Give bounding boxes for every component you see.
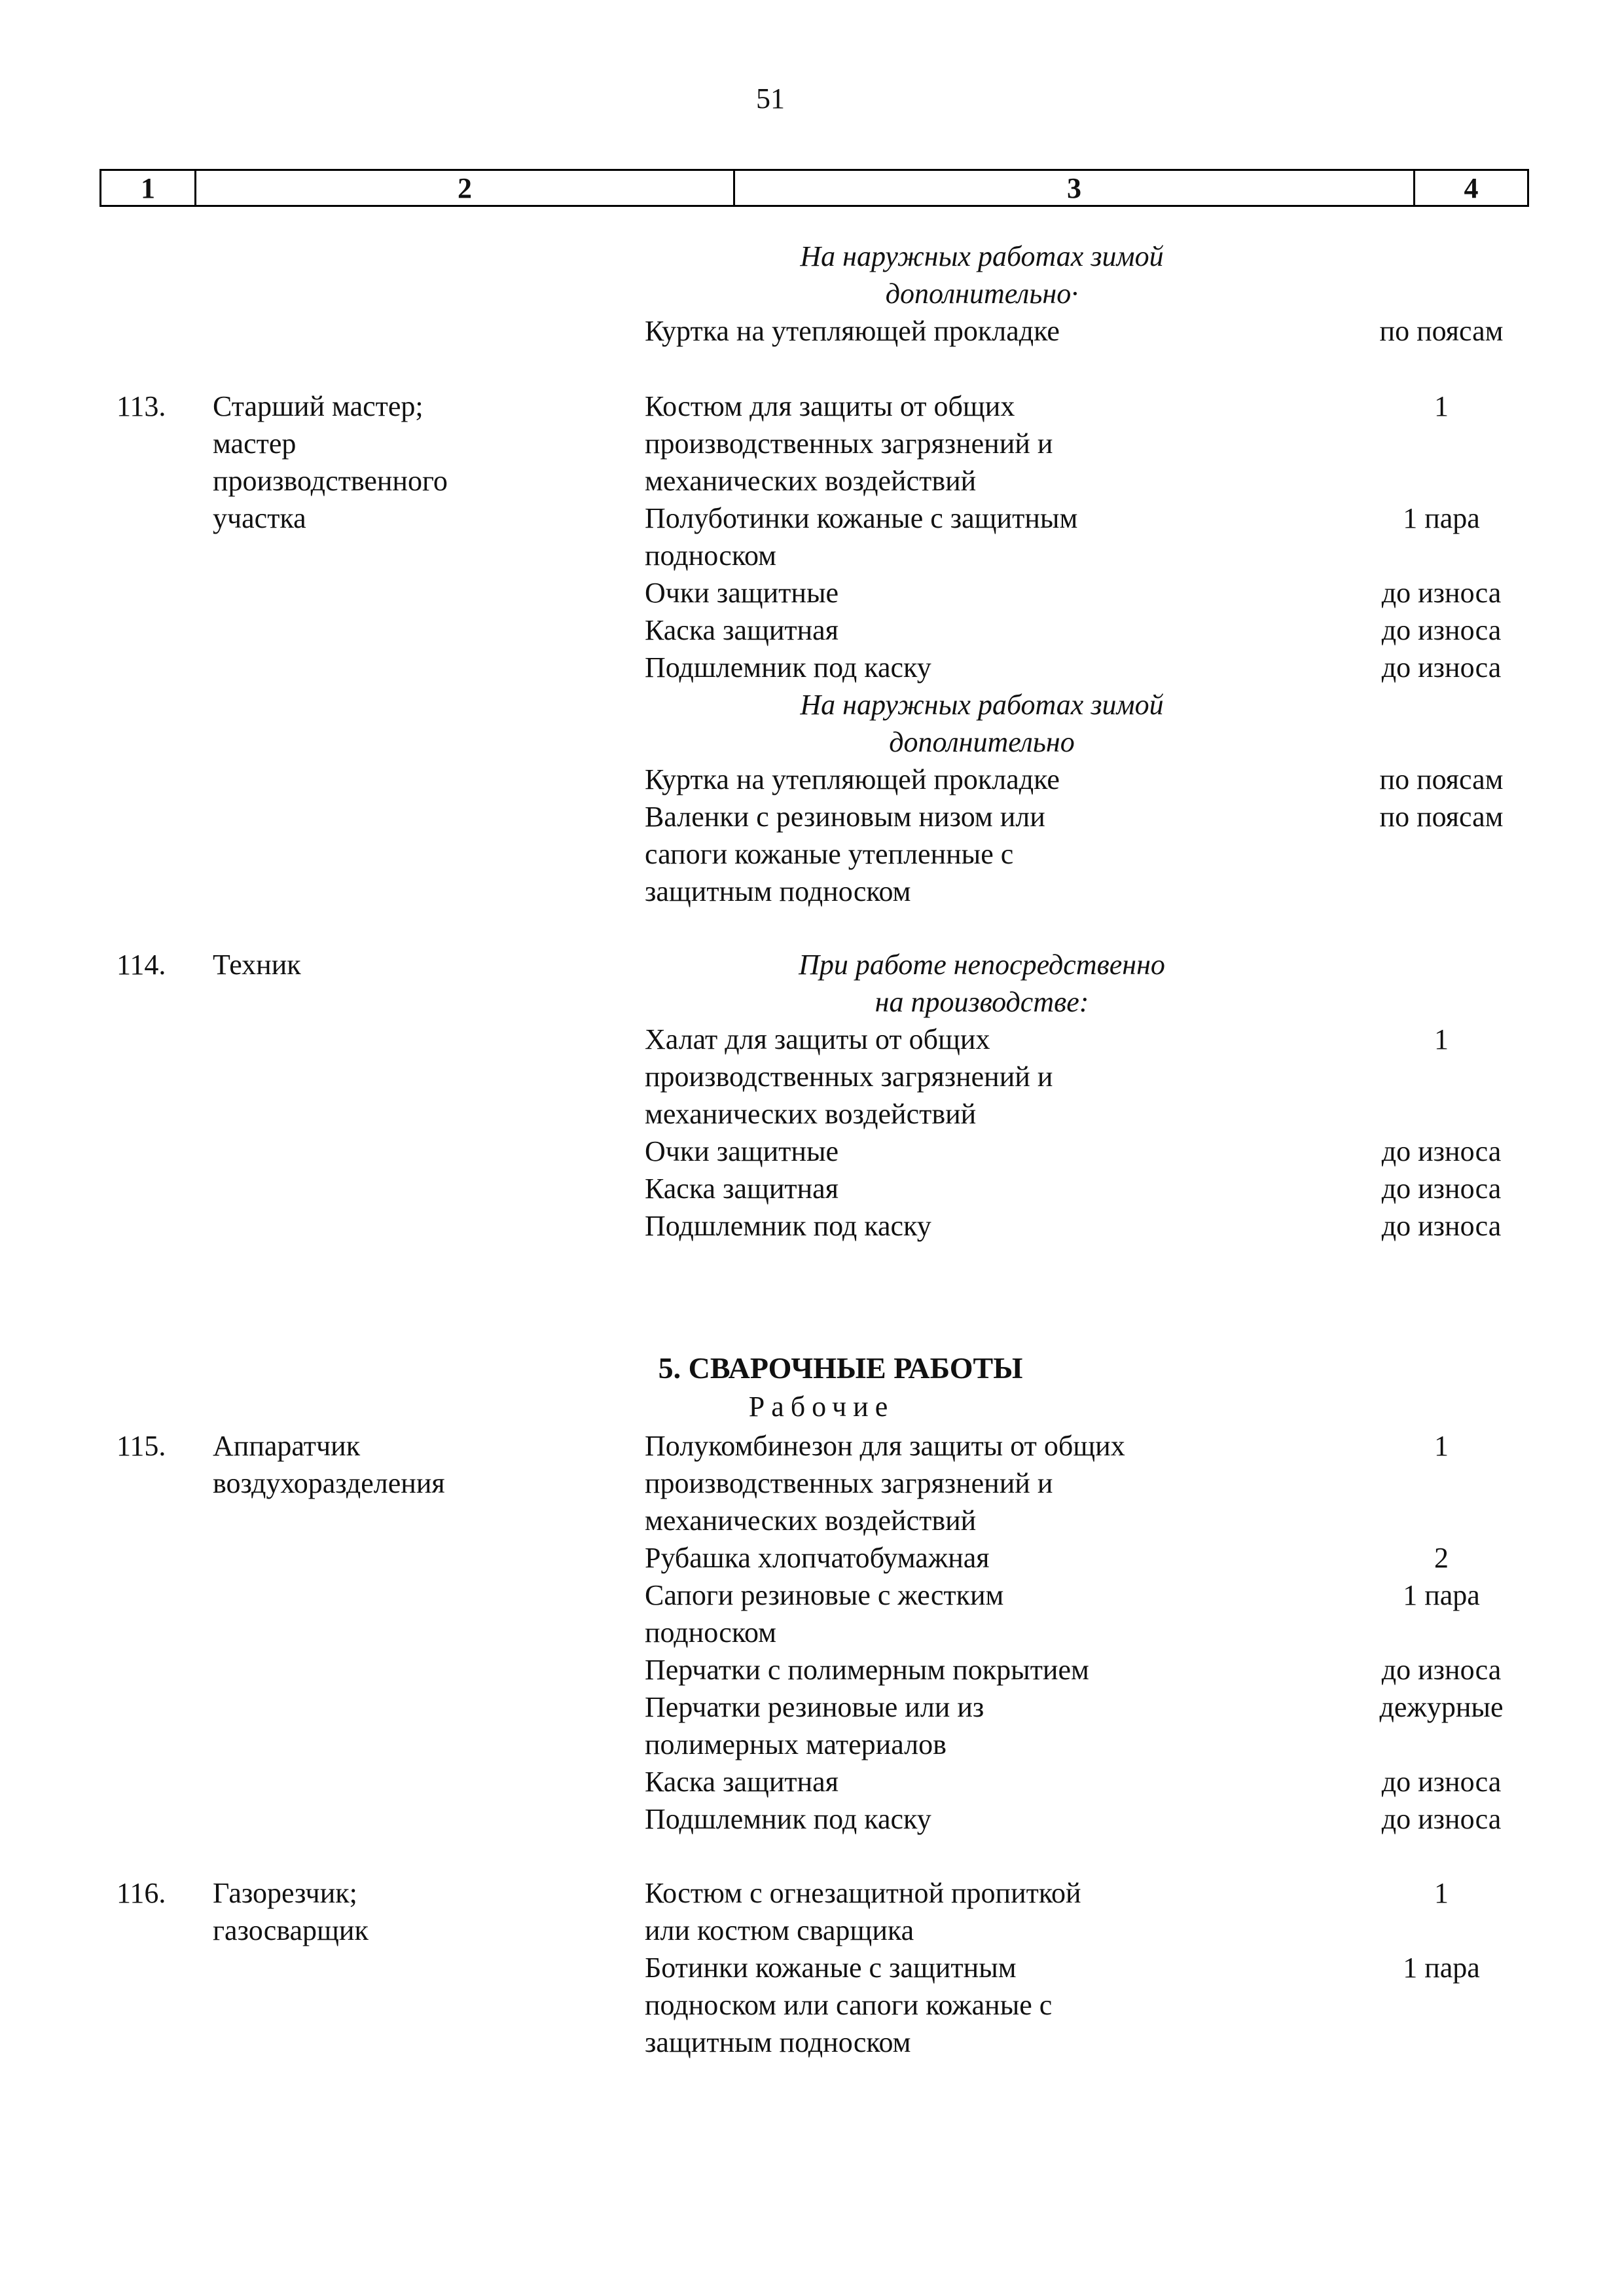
equipment-item: Каска защитная bbox=[645, 614, 839, 646]
equipment-item: производственных загрязнений и bbox=[645, 1061, 1053, 1093]
equipment-item: Перчатки резиновые или из bbox=[645, 1691, 984, 1723]
issue-norm: по поясам bbox=[1379, 763, 1504, 795]
condition-note: При работе непосредственно bbox=[799, 949, 1165, 981]
issue-norm: 1 пара bbox=[1403, 1952, 1480, 1984]
equipment-item: механических воздействий bbox=[645, 1098, 977, 1130]
column-header-row bbox=[99, 169, 1529, 207]
equipment-item: подноском bbox=[645, 1616, 776, 1649]
equipment-item: Очки защитные bbox=[645, 577, 839, 609]
equipment-item: защитным подноском bbox=[645, 875, 911, 907]
occupation-line: воздухоразделения bbox=[213, 1467, 445, 1499]
issue-norm: до износа bbox=[1381, 1766, 1502, 1798]
occupation-line: мастер bbox=[213, 428, 297, 460]
equipment-item: сапоги кожаные утепленные с bbox=[645, 838, 1014, 870]
equipment-item: Валенки с резиновым низом или bbox=[645, 801, 1045, 833]
equipment-item: производственных загрязнений и bbox=[645, 428, 1053, 460]
equipment-item: Костюм для защиты от общих bbox=[645, 390, 1015, 422]
issue-norm: до износа bbox=[1381, 1803, 1502, 1835]
issue-norm: до износа bbox=[1381, 651, 1502, 683]
equipment-item: Очки защитные bbox=[645, 1135, 839, 1167]
occupation-line: участка bbox=[213, 502, 306, 534]
occupation-line: Газорезчик; bbox=[213, 1877, 357, 1909]
occupation-line: Аппаратчик bbox=[213, 1430, 361, 1462]
equipment-item: Ботинки кожаные с защитным bbox=[645, 1952, 1017, 1984]
condition-note: дополнительно bbox=[889, 726, 1075, 758]
equipment-item: или костюм сварщика bbox=[645, 1914, 914, 1946]
column-header-2: 2 bbox=[196, 171, 735, 205]
equipment-item: Подшлемник под каску bbox=[645, 1803, 931, 1835]
issue-norm: до износа bbox=[1381, 577, 1502, 609]
issue-norm: 1 пара bbox=[1403, 1579, 1480, 1611]
condition-note: На наружных работах зимой bbox=[800, 240, 1164, 272]
issue-norm: до износа bbox=[1381, 1135, 1502, 1167]
occupation-line: Старший мастер; bbox=[213, 390, 424, 422]
equipment-item: Подшлемник под каску bbox=[645, 1210, 931, 1242]
occupation-line: производственного bbox=[213, 465, 448, 497]
row-number: 113. bbox=[117, 390, 166, 422]
row-number: 115. bbox=[117, 1430, 166, 1462]
condition-note: дополнительно· bbox=[885, 278, 1079, 310]
condition-note: На наружных работах зимой bbox=[800, 689, 1164, 721]
issue-norm: 1 пара bbox=[1403, 502, 1480, 534]
column-header-1: 1 bbox=[101, 171, 196, 205]
equipment-item: подноском bbox=[645, 539, 776, 572]
equipment-item: производственных загрязнений и bbox=[645, 1467, 1053, 1499]
column-header-3: 3 bbox=[735, 171, 1415, 205]
issue-norm: до износа bbox=[1381, 614, 1502, 646]
equipment-item: механических воздействий bbox=[645, 1504, 977, 1537]
issue-norm: 1 bbox=[1434, 1023, 1449, 1055]
column-header-4: 4 bbox=[1464, 172, 1479, 204]
equipment-item: Сапоги резиновые с жестким bbox=[645, 1579, 1004, 1611]
issue-norm: 2 bbox=[1434, 1542, 1449, 1574]
equipment-item: подноском или сапоги кожаные с bbox=[645, 1989, 1053, 2021]
equipment-item: полимерных материалов bbox=[645, 1728, 947, 1760]
equipment-item: Костюм с огнезащитной пропиткой bbox=[645, 1877, 1081, 1909]
issue-norm: дежурные bbox=[1379, 1691, 1504, 1723]
page-number: 51 bbox=[756, 82, 785, 115]
row-number: 114. bbox=[117, 949, 166, 981]
equipment-item: защитным подноском bbox=[645, 2026, 911, 2058]
equipment-item: механических воздействий bbox=[645, 465, 977, 497]
issue-norm: до износа bbox=[1381, 1210, 1502, 1242]
equipment-item: Рубашка хлопчатобумажная bbox=[645, 1542, 990, 1574]
issue-norm: по поясам bbox=[1379, 801, 1504, 833]
equipment-item: Куртка на утепляющей прокладке bbox=[645, 763, 1060, 795]
section-subtitle: Рабочие bbox=[748, 1391, 895, 1423]
issue-norm: до износа bbox=[1381, 1654, 1502, 1686]
equipment-item: Халат для защиты от общих bbox=[645, 1023, 990, 1055]
issue-norm: до износа bbox=[1381, 1173, 1502, 1205]
equipment-item: Полуботинки кожаные с защитным bbox=[645, 502, 1078, 534]
issue-norm: 1 bbox=[1434, 1430, 1449, 1462]
occupation-line: Техник bbox=[213, 949, 301, 981]
equipment-item: Каска защитная bbox=[645, 1766, 839, 1798]
equipment-item: Куртка на утепляющей прокладке bbox=[645, 315, 1060, 347]
issue-norm: 1 bbox=[1434, 390, 1449, 422]
condition-note: на производстве: bbox=[875, 986, 1089, 1018]
equipment-item: Каска защитная bbox=[645, 1173, 839, 1205]
occupation-line: газосварщик bbox=[213, 1914, 369, 1946]
equipment-item: Перчатки с полимерным покрытием bbox=[645, 1654, 1089, 1686]
issue-norm: 1 bbox=[1434, 1877, 1449, 1909]
equipment-item: Полукомбинезон для защиты от общих bbox=[645, 1430, 1125, 1462]
equipment-item: Подшлемник под каску bbox=[645, 651, 931, 683]
row-number: 116. bbox=[117, 1877, 166, 1909]
issue-norm: по поясам bbox=[1379, 315, 1504, 347]
section-title: 5. СВАРОЧНЫЕ РАБОТЫ bbox=[658, 1351, 1023, 1385]
